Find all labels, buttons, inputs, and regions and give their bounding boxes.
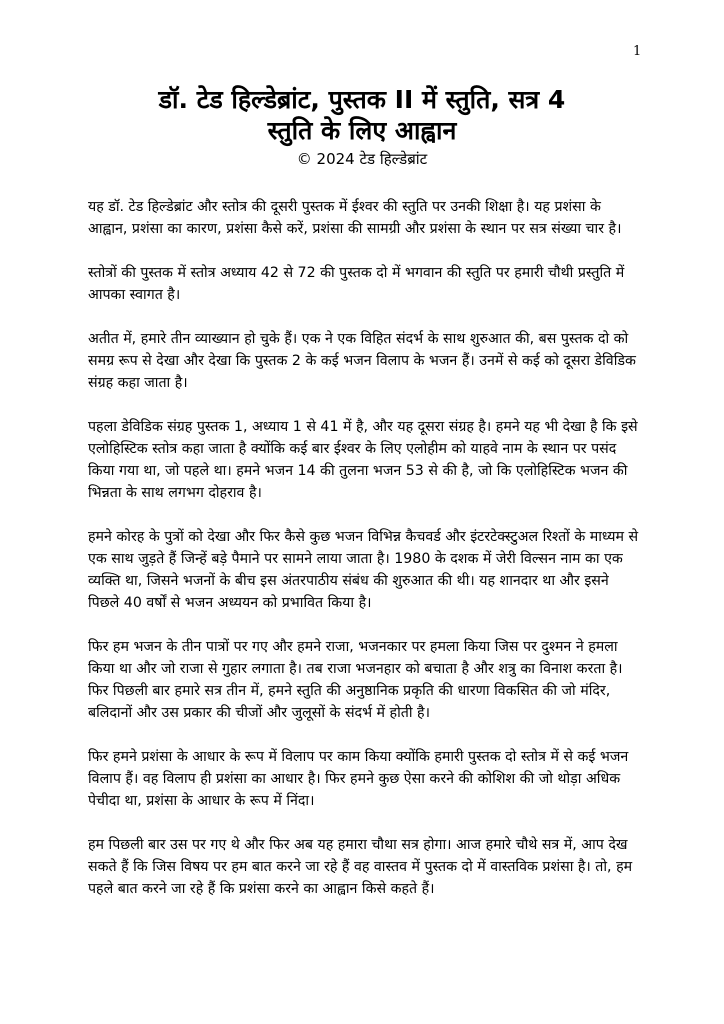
paragraph-2: स्तोत्रों की पुस्तक में स्तोत्र अध्याय 42 से 72 की पुस्तक दो में भगवान की स्तुति पर हमारी चौथी प्रस्तुति में आपका स्वागत है।: [88, 265, 625, 303]
document-subtitle: स्तुति के लिए आह्वान: [267, 116, 457, 145]
document-title: डॉ. टेड हिल्डेब्रांट, पुस्तक II में स्तुति, सत्र 4: [158, 85, 566, 114]
paragraph-1: यह डॉ. टेड हिल्डेब्रांट और स्तोत्र की दूसरी पुस्तक में ईश्वर की स्तुति पर उनकी शिक्षा है। यह प्रशंसा के आह्वान, प्रशंसा का कारण, प्रशंसा कैसे करें, प्रशंसा की सामग्री और प्रशंसा के स्थान पर सत्र संख्या चार है।: [88, 199, 622, 237]
paragraph-7: फिर हमने प्रशंसा के आधार के रूप में विलाप पर काम किया क्योंकि हमारी पुस्तक दो स्तोत्र में से कई भजन विलाप हैं। वह विलाप ही प्रशंसा का आधार है। फिर हमने कुछ ऐसा करने की कोशिश की जो थोड़ा अधिक पेचीदा था, प्रशंसा के आधार के रूप में निंदा।: [88, 749, 629, 809]
body-text: [88, 196, 640, 922]
paragraph-5: हमने कोरह के पुत्रों को देखा और फिर कैसे कुछ भजन विभिन्न कैचवर्ड और इंटरटेक्स्टुअल रिश्तों के माध्यम से एक साथ जुड़ते हैं जिन्हें बड़े पैमाने पर सामने लाया जाता है। 1980 के दशक में जेरी विल्सन नाम का एक व्यक्ति था, जिसने भजनों के बीच इस अंतरपाठीय संबंध की शुरुआत की थी। यह शानदार था और इसने पिछले 40 वर्षों से भजन अध्ययन को प्रभावित किया है।: [88, 529, 639, 611]
paragraph-4: पहला डेविडिक संग्रह पुस्तक 1, अध्याय 1 से 41 में है, और यह दूसरा संग्रह है। हमने यह भी देखा है कि इसे एलोहिस्टिक स्तोत्र कहा जाता है क्योंकि कई बार ईश्वर के लिए एलोहीम को याहवे नाम के स्थान पर पसंद किया गया था, जो पहले था। हमने भजन 14 की तुलना भजन 53 से की है, जो कि एलोहिस्टिक भजन की भिन्नता के साथ लगभग दोहराव है।: [88, 419, 638, 501]
copyright-line: © 2024 टेड हिल्डेब्रांट: [296, 150, 428, 168]
paragraph-3: अतीत में, हमारे तीन व्याख्यान हो चुके हैं। एक ने एक विहित संदर्भ के साथ शुरुआत की, बस पुस्तक दो को समग्र रूप से देखा और देखा कि पुस्तक 2 के कई भजन विलाप के भजन हैं। उनमें से कई को दूसरा डेविडिक संग्रह कहा जाता है।: [88, 331, 636, 391]
paragraph-8: हम पिछली बार उस पर गए थे और फिर अब यह हमारा चौथा सत्र होगा। आज हमारे चौथे सत्र में, आप देख सकते हैं कि जिस विषय पर हम बात करने जा रहे हैं वह वास्तव में पुस्तक दो में वास्तविक प्रशंसा है। तो, हम पहले बात करने जा रहे हैं कि प्रशंसा करने का आह्वान किसे कहते हैं।: [88, 837, 633, 897]
paragraph-6: फिर हम भजन के तीन पात्रों पर गए और हमने राजा, भजनकार पर हमला किया जिस पर दुश्मन ने हमला किया था और जो राजा से गुहार लगाता है। तब राजा भजनहार को बचाता है और शत्रु का विनाश करता है। फिर पिछली बार हमारे सत्र तीन में, हमने स्तुति की अनुष्ठानिक प्रकृति की धारणा विकसित की जो मंदिर, बलिदानों और उस प्रकार की चीजों और जुलूसों के संदर्भ में होती है।: [88, 639, 623, 721]
page-number: 1: [633, 44, 642, 59]
title-block: [60, 84, 664, 169]
